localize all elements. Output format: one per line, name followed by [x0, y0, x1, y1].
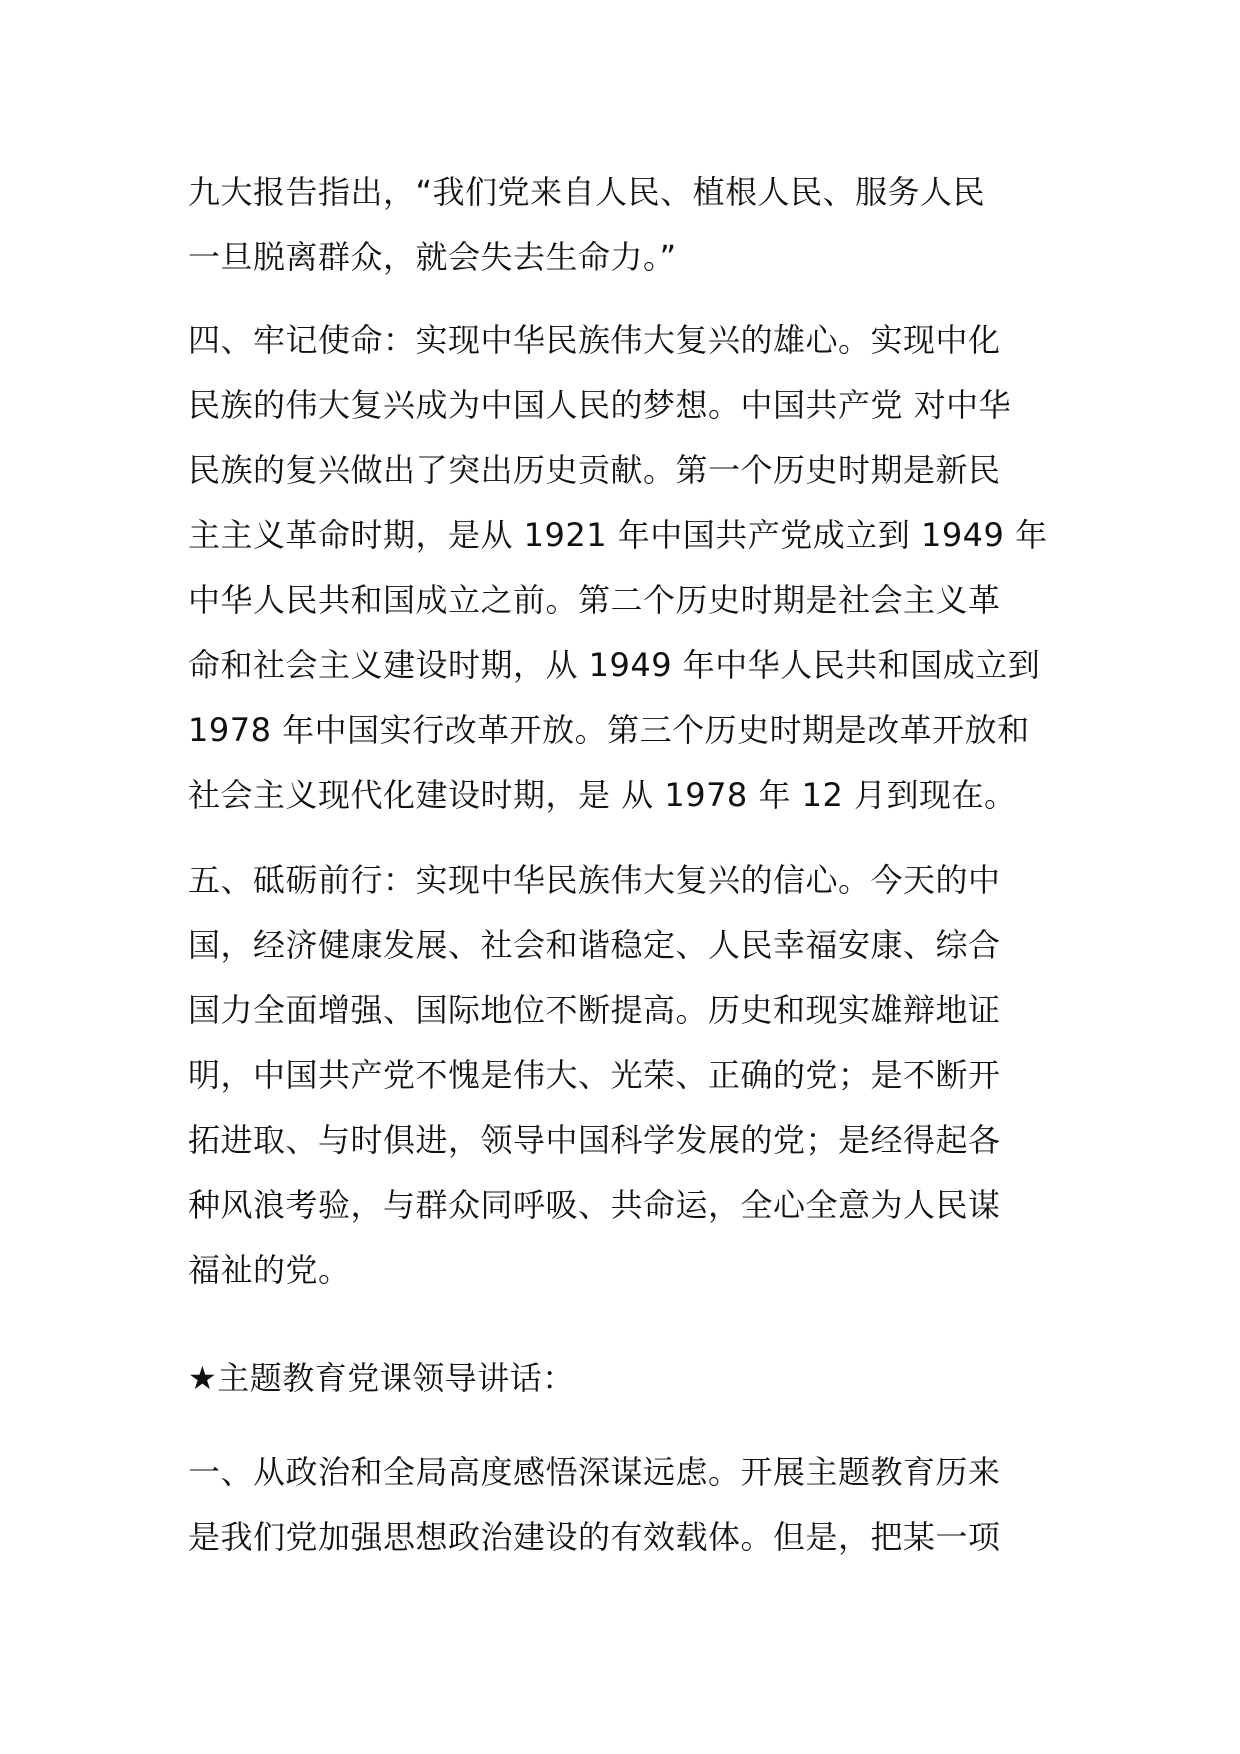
text-line: 中华人民共和国成立之前。第二个历史时期是社会主义革: [188, 581, 1001, 619]
text-line: 五、砥砺前行：实现中华民族伟大复兴的信心。今天的中: [188, 861, 1001, 899]
text-line: 1978 年中国实行改革开放。第三个历史时期是改革开放和: [188, 711, 1030, 749]
text-line: 九大报告指出，“我们党来自人民、植根人民、服务人民: [188, 173, 986, 211]
heading-text: ★主题教育党课领导讲话：: [188, 1359, 575, 1397]
text-line: 是我们党加强思想政治建设的有效载体。但是，把某一项: [188, 1518, 1001, 1556]
text-line: 民族的伟大复兴成为中国人民的梦想。中国共产党 对中华: [188, 386, 1012, 424]
text-line: 主主义革命时期，是从 1921 年中国共产党成立到 1949 年: [188, 516, 1048, 554]
text-line: 民族的复兴做出了突出历史贡献。第一个历史时期是新民: [188, 451, 1001, 489]
text-line: 命和社会主义建设时期，从 1949 年中华人民共和国成立到: [188, 646, 1041, 684]
text-line: 种风浪考验，与群众同呼吸、共命运，全心全意为人民谋: [188, 1186, 1001, 1224]
paragraph-3: [188, 848, 1068, 1303]
text-line: 一旦脱离群众，就会失去生命力。”: [188, 238, 677, 276]
paragraph-2: [188, 308, 1068, 828]
paragraph-1: [188, 160, 1068, 290]
text-line: 国，经济健康发展、社会和谐稳定、人民幸福安康、综合: [188, 926, 1001, 964]
text-line: 拓进取、与时俱进，领导中国科学发展的党；是经得起各: [188, 1121, 1001, 1159]
text-line: 明，中国共产党不愧是伟大、光荣、正确的党；是不断开: [188, 1056, 1001, 1094]
text-line: 福祉的党。: [188, 1251, 351, 1289]
text-line: 一、从政治和全局高度感悟深谋远虑。开展主题教育历来: [188, 1453, 1001, 1491]
section-heading: [188, 1346, 1068, 1411]
paragraph-5: [188, 1440, 1068, 1570]
text-line: 国力全面增强、国际地位不断提高。历史和现实雄辩地证: [188, 991, 1001, 1029]
text-line: 四、牢记使命：实现中华民族伟大复兴的雄心。实现中化: [188, 321, 1001, 359]
text-line: 社会主义现代化建设时期，是 从 1978 年 12 月到现在。: [188, 776, 1017, 814]
